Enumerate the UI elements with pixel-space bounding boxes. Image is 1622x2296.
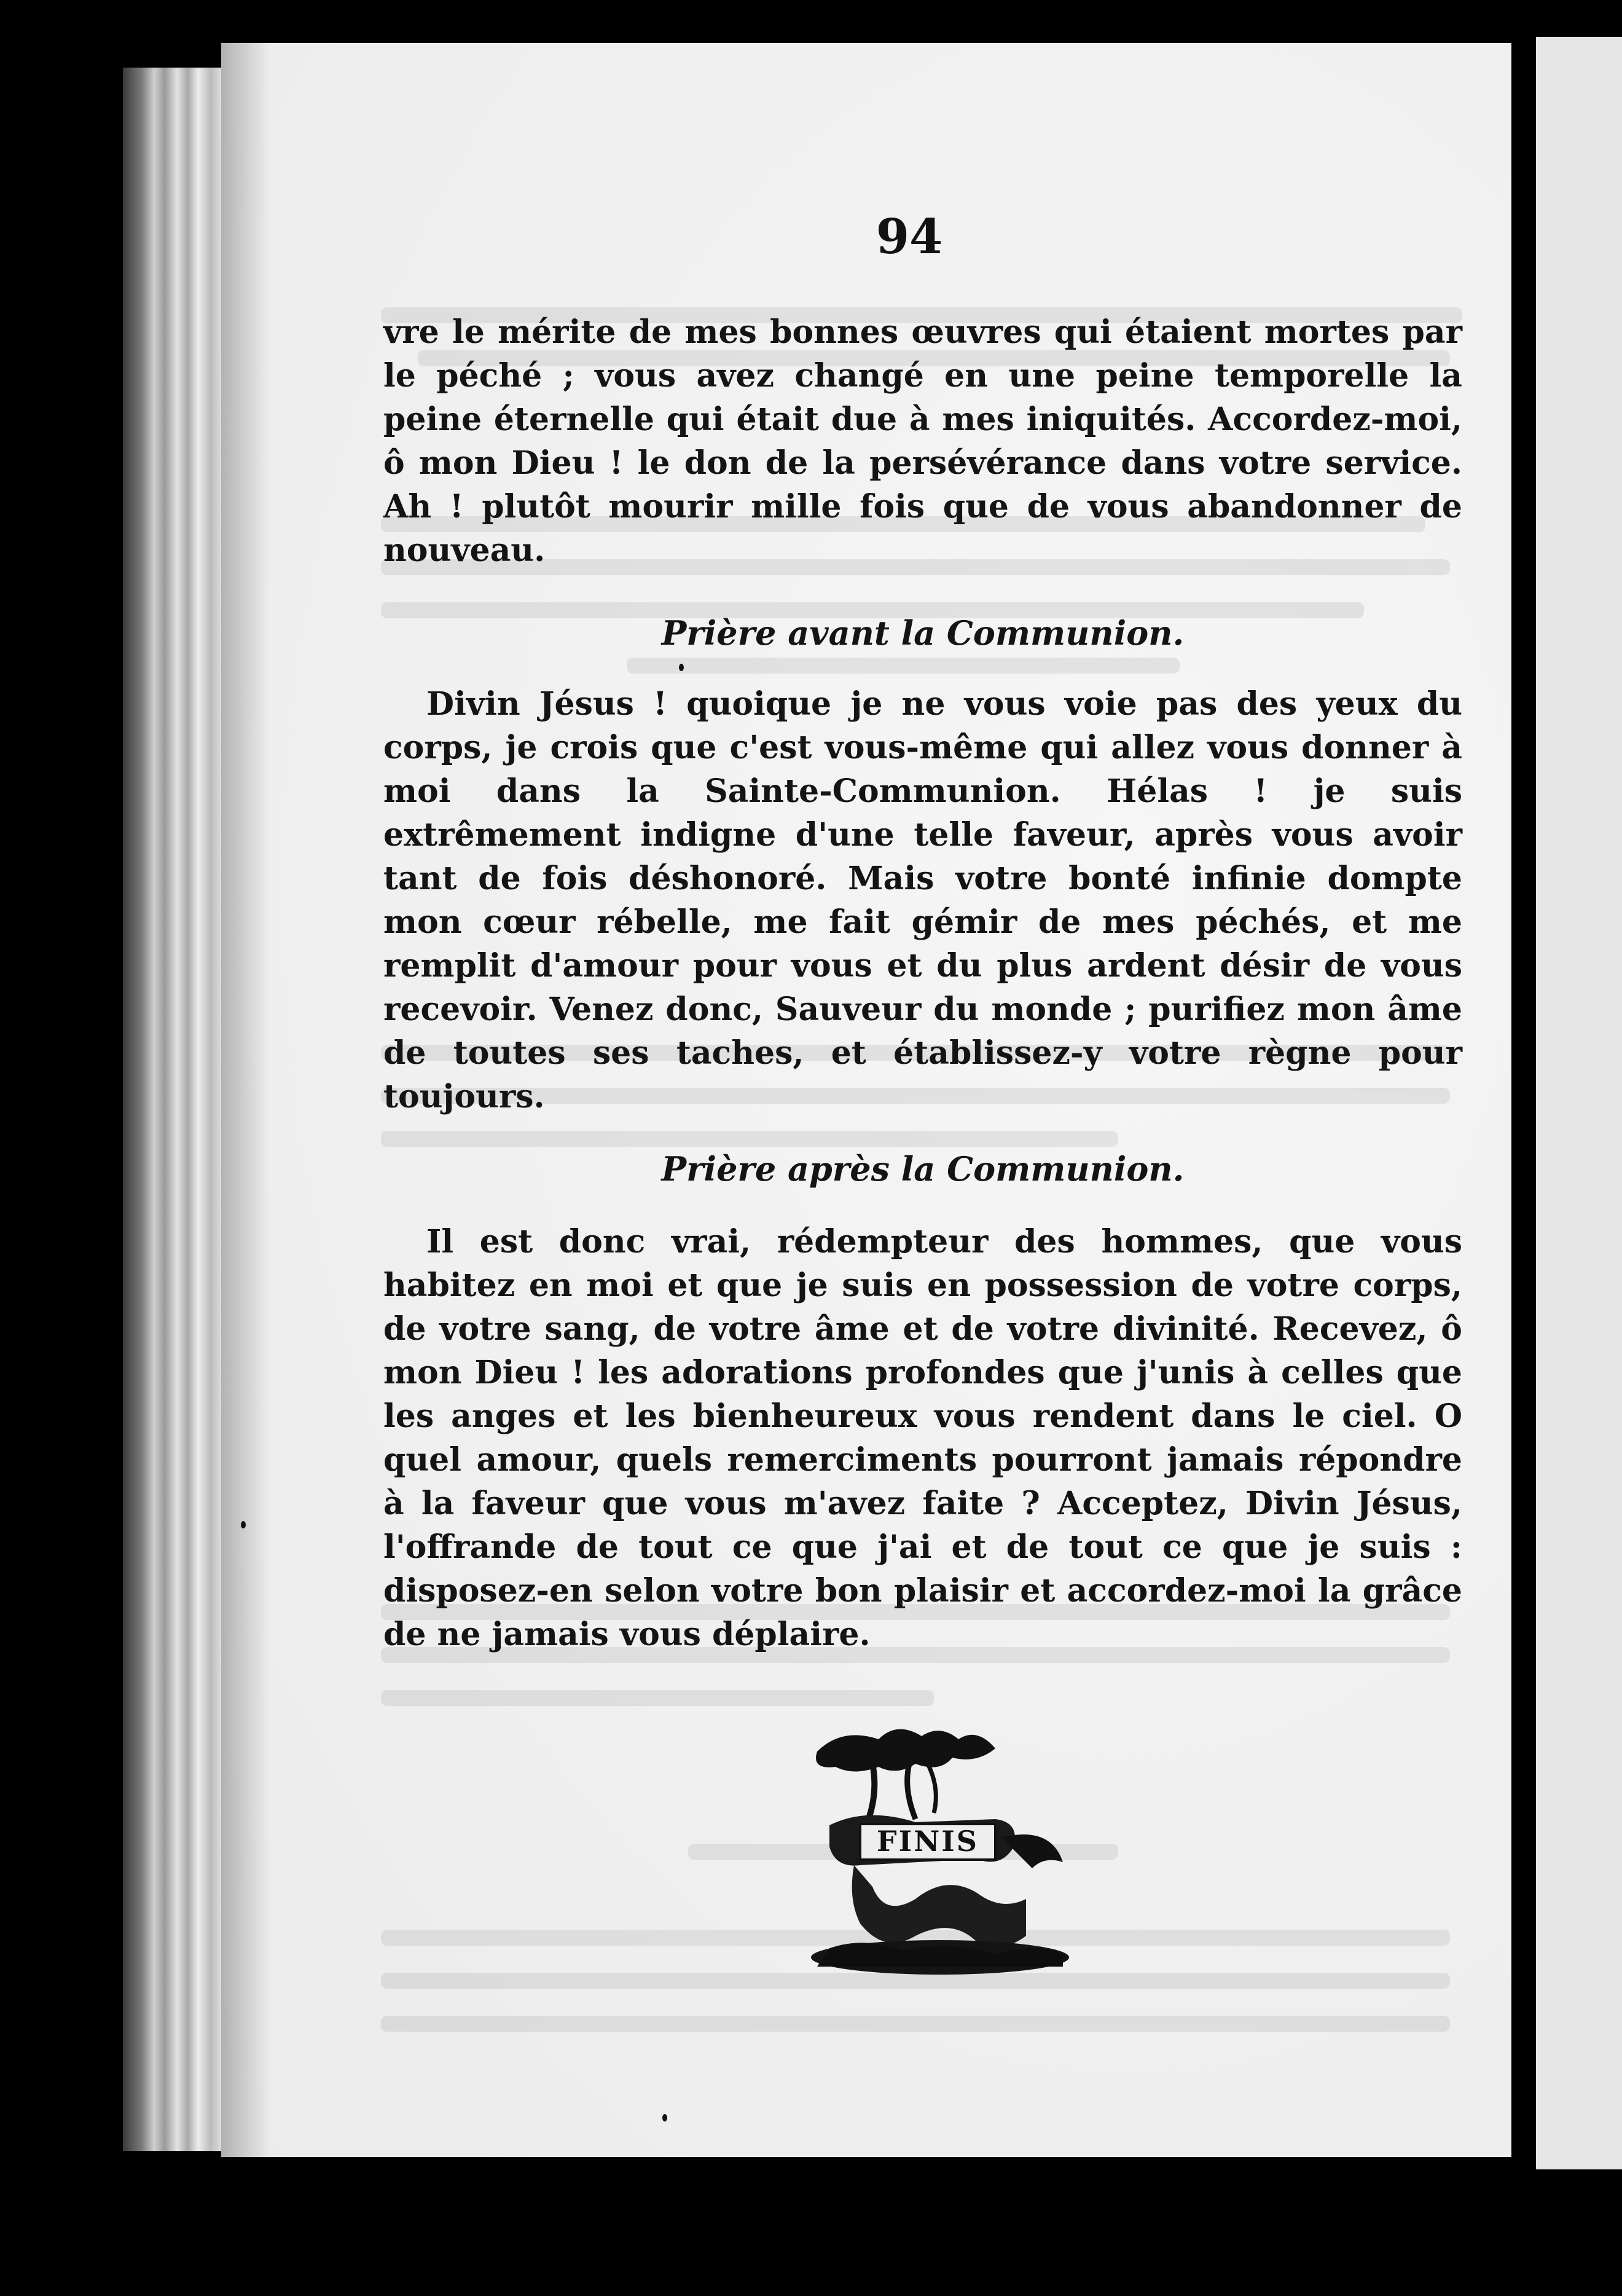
- spine-shadow: [221, 43, 270, 2157]
- paragraph-priere-avant: Divin Jésus ! quoique je ne vous voie pas des yeux du corps, je crois que c'est vous-même qui allez vous donner à moi dans la Sainte-Communion. Hélas ! je suis extrêmement indigne d'une telle faveur, après vous avoir tant de fois déshonoré. Mais votre bonté infinie dompte mon cœur rébelle, me fait gémir de mes péchés, et me remplit d'amour pour vous et du plus ardent désir de vous recevoir. Venez donc, Sauveur du monde ; purifiez mon âme de toutes ses taches, et établissez-y votre règne pour toujours.: [383, 685, 1462, 1115]
- book-page-edges: [123, 68, 227, 2151]
- finis-label: FINIS: [877, 1825, 979, 1858]
- ink-speck: [241, 1521, 246, 1528]
- ink-speck: [662, 2114, 667, 2121]
- ink-speck: [679, 664, 684, 671]
- heading-priere-avant-communion: Prière avant la Communion.: [661, 613, 1185, 653]
- heading-priere-apres-communion: Prière après la Communion.: [661, 1149, 1185, 1189]
- paragraph-priere-apres: Il est donc vrai, rédempteur des hommes, que vous habitez en moi et que je suis en possession de votre corps, de votre sang, de votre âme et de votre divinité. Recevez, ô mon Dieu ! les adorations profondes que j'unis à celles que les anges et les bienheureux vous rendent dans le ciel. O quel amour, quels remerciments pourront jamais répondre à la faveur que vous m'avez faite ? Acceptez, Divin Jésus, l'offrande de tout ce que j'ai et de tout ce que je suis : disposez-en selon votre bon plaisir et accordez-moi la grâce de ne jamais vous déplaire.: [383, 1223, 1462, 1653]
- facing-page-edge: [1536, 37, 1622, 2169]
- paragraph-continued: vre le mérite de mes bonnes œuvres qui étaient mortes par le péché ; vous avez changé en une peine temporelle la peine éternelle qui était due à mes iniquités. Accordez-moi, ô mon Dieu ! le don de la persévérance dans votre service. Ah ! plutôt mourir mille fois que de vous abandonner de nouveau.: [383, 313, 1462, 569]
- ground-icon: [811, 1940, 1069, 1975]
- tree-icon: [816, 1729, 995, 1825]
- page-number: 94: [876, 209, 943, 265]
- finis-vignette: [793, 1715, 1087, 1979]
- scroll-banner-icon: [829, 1815, 1063, 1947]
